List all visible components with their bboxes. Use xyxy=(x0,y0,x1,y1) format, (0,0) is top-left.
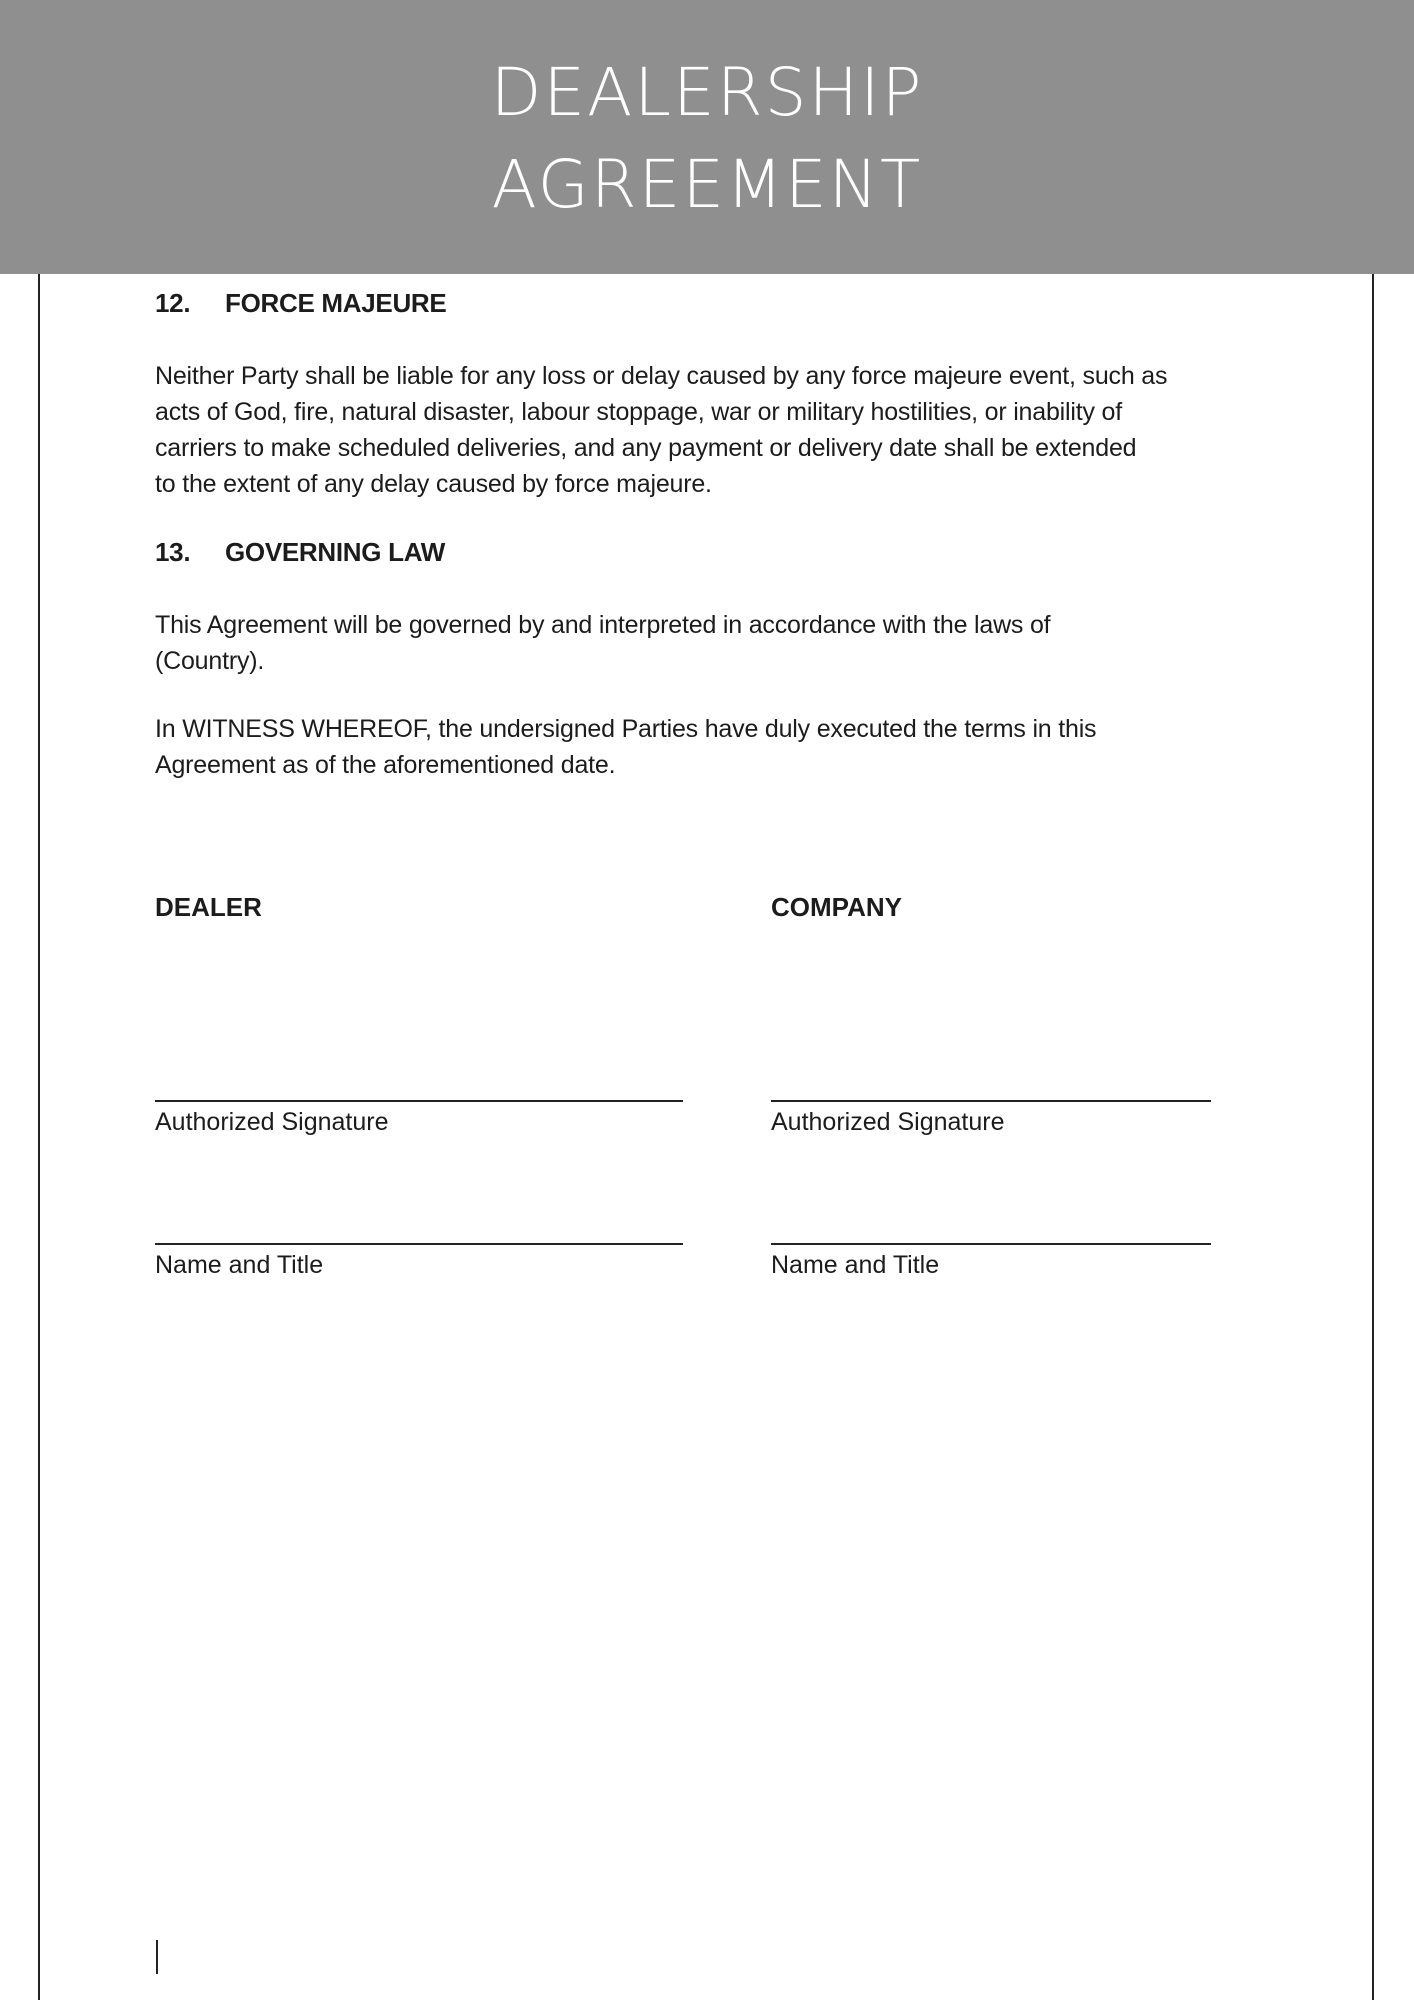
paragraph-line: acts of God, fire, natural disaster, labour stoppage, war or military hostilities, or inability of xyxy=(155,398,1122,426)
section-13-number: 13. xyxy=(155,537,191,567)
title-banner xyxy=(0,0,1414,274)
dealer-signature-caption: Authorized Signature xyxy=(155,1108,389,1136)
section-12-title: FORCE MAJEURE xyxy=(225,288,447,318)
paragraph-line: (Country). xyxy=(155,647,265,675)
section-12-paragraph xyxy=(155,358,1275,502)
section-13-title: GOVERNING LAW xyxy=(225,537,445,567)
dealer-label: DEALER xyxy=(155,892,262,922)
text-cursor xyxy=(156,1940,158,1974)
witness-paragraph xyxy=(155,711,1275,783)
company-name-caption: Name and Title xyxy=(771,1251,940,1279)
banner-title-line-1: DEALERSHIP xyxy=(490,54,924,131)
paragraph-line: Neither Party shall be liable for any loss or delay caused by any force majeure event, such as xyxy=(155,362,1168,390)
company-signature-caption: Authorized Signature xyxy=(771,1108,1005,1136)
section-13-heading xyxy=(155,537,445,568)
paragraph-line: carriers to make scheduled deliveries, and any payment or delivery date shall be extended xyxy=(155,434,1137,462)
section-12-number: 12. xyxy=(155,288,191,318)
dealer-name-line[interactable] xyxy=(155,1243,683,1245)
page-border-right xyxy=(1372,250,1374,2000)
paragraph-line: to the extent of any delay caused by force majeure. xyxy=(155,470,712,498)
paragraph-line: In WITNESS WHEREOF, the undersigned Parties have duly executed the terms in this xyxy=(155,715,1097,743)
dealer-signature-line[interactable] xyxy=(155,1100,683,1102)
paragraph-line: Agreement as of the aforementioned date. xyxy=(155,751,616,779)
section-12-heading xyxy=(155,288,446,319)
company-signature-line[interactable] xyxy=(771,1100,1211,1102)
banner-title-line-2: AGREEMENT xyxy=(491,146,923,223)
section-13-paragraph xyxy=(155,607,1275,679)
company-label: COMPANY xyxy=(771,892,902,922)
paragraph-line: This Agreement will be governed by and interpreted in accordance with the laws of xyxy=(155,611,1051,639)
dealer-name-caption: Name and Title xyxy=(155,1251,324,1279)
company-name-line[interactable] xyxy=(771,1243,1211,1245)
page-border-left xyxy=(38,250,40,2000)
